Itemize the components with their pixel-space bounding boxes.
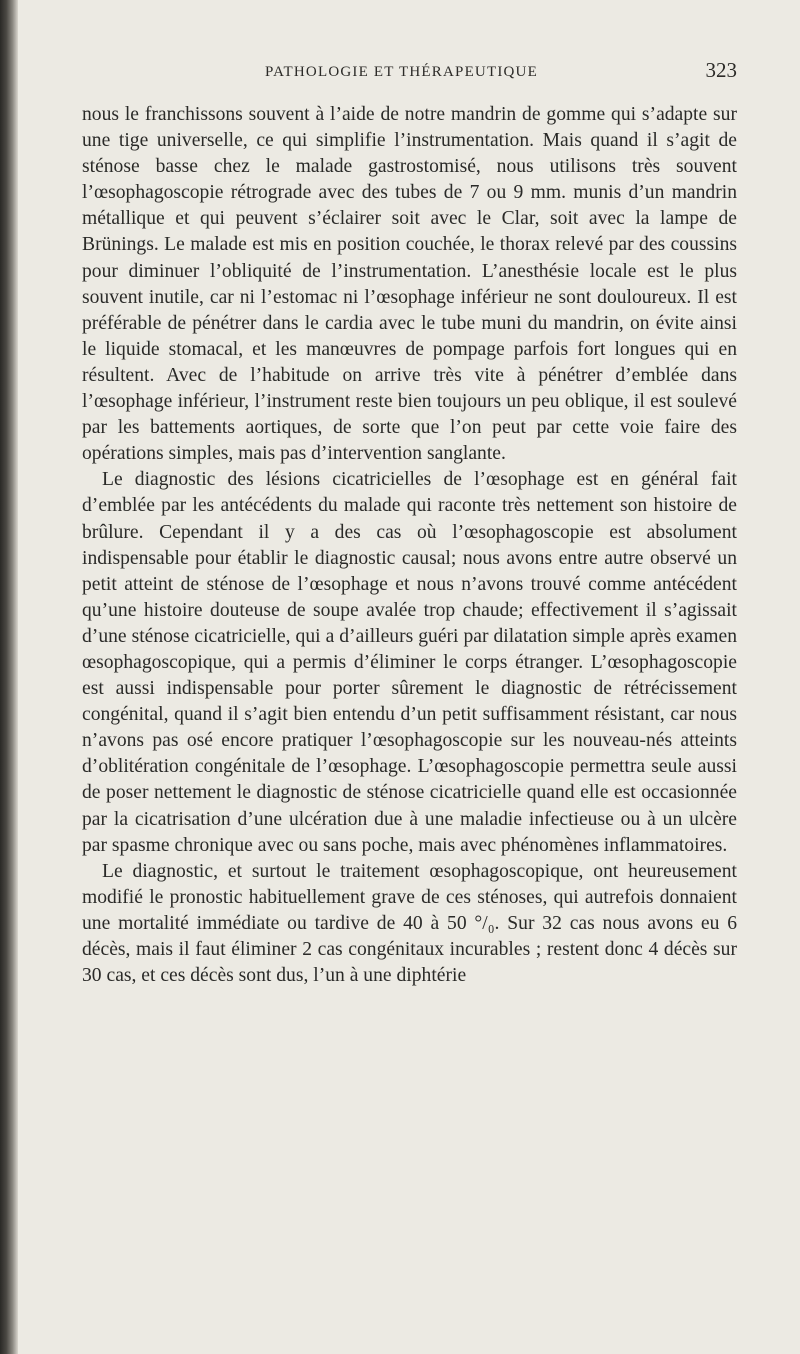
paragraph-stenosis-instrumentation: nous le franchissons souvent à l’aide de notre mandrin de gomme qui s’adapte sur une tige universelle, ce qui simplifie l’instrumentation. Mais quand il s’agit de sténose basse chez le malade gastrostomisé, nous utilisons très souvent l’œsophagoscopie rétrograde avec des tubes de 7 ou 9 mm. munis d’un mandrin métallique et qui peuvent s’éclairer soit avec le Clar, soit avec la lampe de Brünings. Le malade est mis en position couchée, le thorax relevé par des coussins pour diminuer l’obliquité de l’instrumentation. L’anesthésie locale est le plus souvent inutile, car ni l’estomac ni l’œsophage inférieur ne sont douloureux. Il est préférable de pénétrer dans le cardia avec le tube muni du mandrin, on évite ainsi le liquide stomacal, et les manœuvres de pompage parfois fort longues qui en résultent. Avec de l’habitude on arrive très vite à pénétrer d’emblée dans l’œsophage inférieur, l’instrument reste bien toujours un peu oblique, il est soulevé par les battements aortiques, de sorte que l’on peut par cette voie faire des opérations simples, mais pas d’intervention sanglante. — [82, 104, 737, 465]
running-header-title: PATHOLOGIE ET THÉRAPEUTIQUE — [265, 64, 538, 80]
page-number: 323 — [705, 58, 737, 82]
running-header — [60, 58, 740, 88]
page-binding-edge — [0, 0, 18, 1354]
body-text — [82, 102, 737, 989]
paragraph-cicatricial-diagnosis: Le diagnostic des lésions cicatricielles de l’œsophage est en général fait d’emblée par les antécédents du malade qui raconte très nettement son histoire de brûlure. Cependant il y a des cas où l’œsophagoscopie est absolument indispensable pour établir le diagnostic causal; nous avons entre autre observé un petit atteint de sténose de l’œsophage et nous n’avons trouvé comme antécédent qu’une histoire douteuse de soupe avalée trop chaude; effectivement il s’agissait d’une sténose cicatricielle, qui a d’ailleurs guéri par dilatation simple après examen œsophagoscopique, qui a permis d’éliminer le corps étranger. L’œsophagoscopie est aussi indispensable pour porter sûrement le diagnostic de rétrécissement congénital, quand il s’agit bien entendu d’un petit suffisamment résistant, car nous n’avons pas osé encore pratiquer l’œsophagoscopie sur les nouveau-nés atteints d’oblitération congénitale de l’œsophage. L’œsophagoscopie permettra seule aussi de poser nettement le diagnostic de sténose cicatricielle quand elle est occasionnée par la cicatrisation d’une ulcération due à une maladie infectieuse ou à un ulcère par spasme chronique avec ou sans poche, mais avec phénomènes inflammatoires. — [82, 469, 737, 856]
paragraph-prognosis: Le diagnostic, et surtout le traitement œsophagoscopique, ont heureusement modifié le pronostic habituellement grave de ces sténoses, qui autrefois donnaient une mortalité immédiate ou tardive de 40 à 50 °/₀. Sur 32 cas nous avons eu 6 décès, mais il faut éliminer 2 cas congénitaux incurables ; restent donc 4 décès sur 30 cas, et ces décès sont dus, l’un à une diphtérie — [82, 860, 737, 987]
